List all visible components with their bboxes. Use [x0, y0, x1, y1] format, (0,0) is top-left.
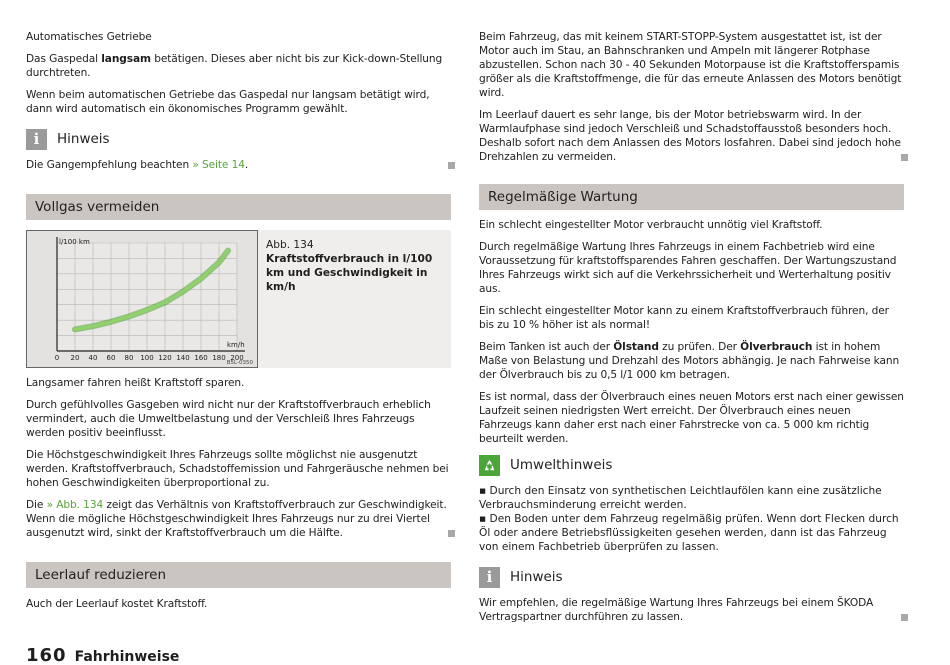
figure-title: Kraftstoffverbrauch in l/100 km und Geschwindigkeit in km/h: [266, 253, 433, 293]
text: Die: [26, 499, 47, 511]
paragraph: Die Höchstgeschwindigkeit Ihres Fahrzeugs sollte möglichst nie ausgenutzt werden. Kraftstoffverbrauch, Schadstoffemission und Fahrgeräusche nehmen bei hohen Geschwindigkeiten überproportional zu.: [26, 449, 449, 489]
bullet-item: ▪ Den Boden unter dem Fahrzeug regelmäßig prüfen. Wenn dort Flecken durch Öl oder andere Betriebsflüssigkeiten gesehen werden, dann ist das Fahrzeug von einem Fachbetrieb überprüfen zu lassen.: [479, 513, 899, 553]
text: zeigt das Verhältnis von Kraftstoffverbrauch zur Geschwindigkeit. Wenn die mögliche Höchstgeschwindigkeit Ihres Fahrzeugs nur zu drei Viertel ausgenutzt wird, sinkt der Kraftstoffverbrauch um die Hälfte.: [26, 499, 447, 539]
left-column: [26, 30, 451, 619]
paragraph: Es ist normal, dass der Ölverbrauch eines neuen Motors erst nach einer gewissen Laufzeit seinen niedrigsten Wert erreicht. Der Ölverbrauch eines neuen Fahrzeugs kann daher erst nach einer Fahrstrecke von ca. 5 000 km richtig beurteilt werden.: [479, 391, 904, 445]
section-heading: Regelmäßige Wartung: [479, 184, 904, 210]
x-tick-label: 200: [230, 354, 244, 362]
chart: [26, 230, 258, 368]
chapter-title: Fahrhinweise: [74, 649, 180, 665]
page-footer: [26, 645, 179, 665]
page-link[interactable]: » Seite 14: [192, 159, 245, 171]
x-tick-label: 180: [212, 354, 226, 362]
text: ist in hohem Maße von Belastung und Drehzahl des Motors abhängig. Je nach Fahrweise kann der Ölverbrauch bis zu 0,5 l/1 000 km betragen.: [479, 341, 900, 381]
x-tick-label: 80: [124, 354, 134, 362]
text: zu prüfen. Der: [658, 341, 741, 353]
x-tick-label: 100: [140, 354, 154, 362]
bold-text: langsam: [101, 53, 151, 65]
text: .: [244, 159, 249, 171]
note-text: [26, 158, 451, 172]
figure-code: B5L-0350: [226, 360, 253, 366]
paragraph: [479, 340, 904, 382]
paragraph: Durch regelmäßige Wartung Ihres Fahrzeugs in einem Fachbetrieb wird eine Voraussetzung für kraftstoffsparendes Fahren geschaffen. Der Wartungszustand Ihres Fahrzeugs wirkt sich auf die Verkehrssicherheit und Werterhaltung positiv aus.: [479, 241, 897, 295]
paragraph: Wenn beim automatischen Getriebe das Gaspedal nur langsam betätigt wird, dann wird automatisch ein ökonomisches Programm gewählt.: [26, 89, 430, 115]
paragraph: Auch der Leerlauf kostet Kraftstoff.: [26, 598, 208, 610]
chart-svg: [27, 231, 257, 367]
x-tick-label: 0: [54, 354, 60, 362]
paragraph: Beim Fahrzeug, das mit keinem START-STOPP-System ausgestattet ist, ist der Motor auch im Stau, an Bahnschranken und Ampeln mit längerer Rotphase abzustellen. Schon nach 30 - 40 Sekunden Motorpause ist die Kraftstofferspamis größer als die Kraftstoffmenge, die für das erneute Anlassen des Motors benötigt wird.: [479, 31, 902, 99]
bullet-item: ▪ Durch den Einsatz von synthetischen Leichtlaufölen kann eine zusätzliche Verbrauchsminderung erreicht werden.: [479, 485, 882, 511]
paragraph: [26, 498, 451, 540]
text: Beim Tanken ist auch der: [479, 341, 614, 353]
eco-note-title: Umwelthinweis: [510, 457, 613, 473]
end-square-icon: [901, 154, 908, 161]
end-square-icon: [448, 162, 455, 169]
text: Im Leerlauf dauert es sehr lange, bis der Motor betriebswarm wird. In der Warmlaufphase sind jedoch Verschleiß und Schadstoffausstoß besonders hoch. Deshalb sofort nach dem Anlassen des Motors losfahren. Dabei sind jedoch hohe Drehzahlen zu vermeiden.: [479, 109, 901, 163]
page-number: 160: [26, 645, 67, 665]
recycle-icon: [479, 455, 500, 476]
text: betätigen. Dieses aber nicht bis zur Kick-down-Stellung durchtreten.: [26, 53, 443, 79]
bold-text: Ölverbrauch: [740, 341, 813, 353]
section-heading: Leerlauf reduzieren: [26, 562, 451, 588]
paragraph: Langsamer fahren heißt Kraftstoff sparen.: [26, 377, 245, 389]
x-tick-label: 160: [194, 354, 208, 362]
figure-link[interactable]: » Abb. 134: [46, 499, 104, 511]
text: Das Gaspedal: [26, 53, 102, 65]
info-icon: i: [479, 567, 500, 588]
right-column: [479, 30, 904, 632]
eco-note-heading: [479, 454, 904, 476]
text: Wir empfehlen, die regelmäßige Wartung Ihres Fahrzeugs bei einem ŠKODA Vertragspartner durchführen zu lassen.: [479, 597, 874, 623]
note-title: Hinweis: [510, 569, 563, 585]
paragraph: Ein schlecht eingestellter Motor verbraucht unnötig viel Kraftstoff.: [479, 219, 823, 231]
section-heading: Vollgas vermeiden: [26, 194, 451, 220]
figure-caption: [258, 230, 451, 368]
note-heading: [479, 566, 904, 588]
paragraph: Ein schlecht eingestellter Motor kann zu einem Kraftstoffverbrauch führen, der bis zu 10 % höher ist als normal!: [479, 305, 889, 331]
x-tick-label: 20: [70, 354, 80, 362]
x-axis-label: km/h: [227, 341, 245, 349]
x-tick-label: 60: [106, 354, 116, 362]
figure: [26, 230, 451, 368]
note-title: Hinweis: [57, 131, 110, 147]
x-tick-label: 120: [158, 354, 172, 362]
text: Die Gangempfehlung beachten: [26, 159, 193, 171]
x-tick-label: 40: [88, 354, 98, 362]
note-text: [479, 596, 904, 624]
figure-number: Abb. 134: [266, 239, 314, 251]
y-axis-label: l/100 km: [59, 238, 90, 246]
paragraph: [26, 52, 451, 80]
paragraph: Durch gefühlvolles Gasgeben wird nicht nur der Kraftstoffverbrauch erheblich vermindert, auch die Umweltbelastung und der Verschleiß Ihres Fahrzeugs werden positiv beeinflusst.: [26, 399, 431, 439]
note-heading: [26, 128, 451, 150]
paragraph: [479, 108, 904, 164]
x-tick-label: 140: [176, 354, 190, 362]
info-icon: i: [26, 129, 47, 150]
end-square-icon: [901, 614, 908, 621]
paragraph: Automatisches Getriebe: [26, 31, 152, 43]
bold-text: Ölstand: [613, 341, 659, 353]
end-square-icon: [448, 530, 455, 537]
